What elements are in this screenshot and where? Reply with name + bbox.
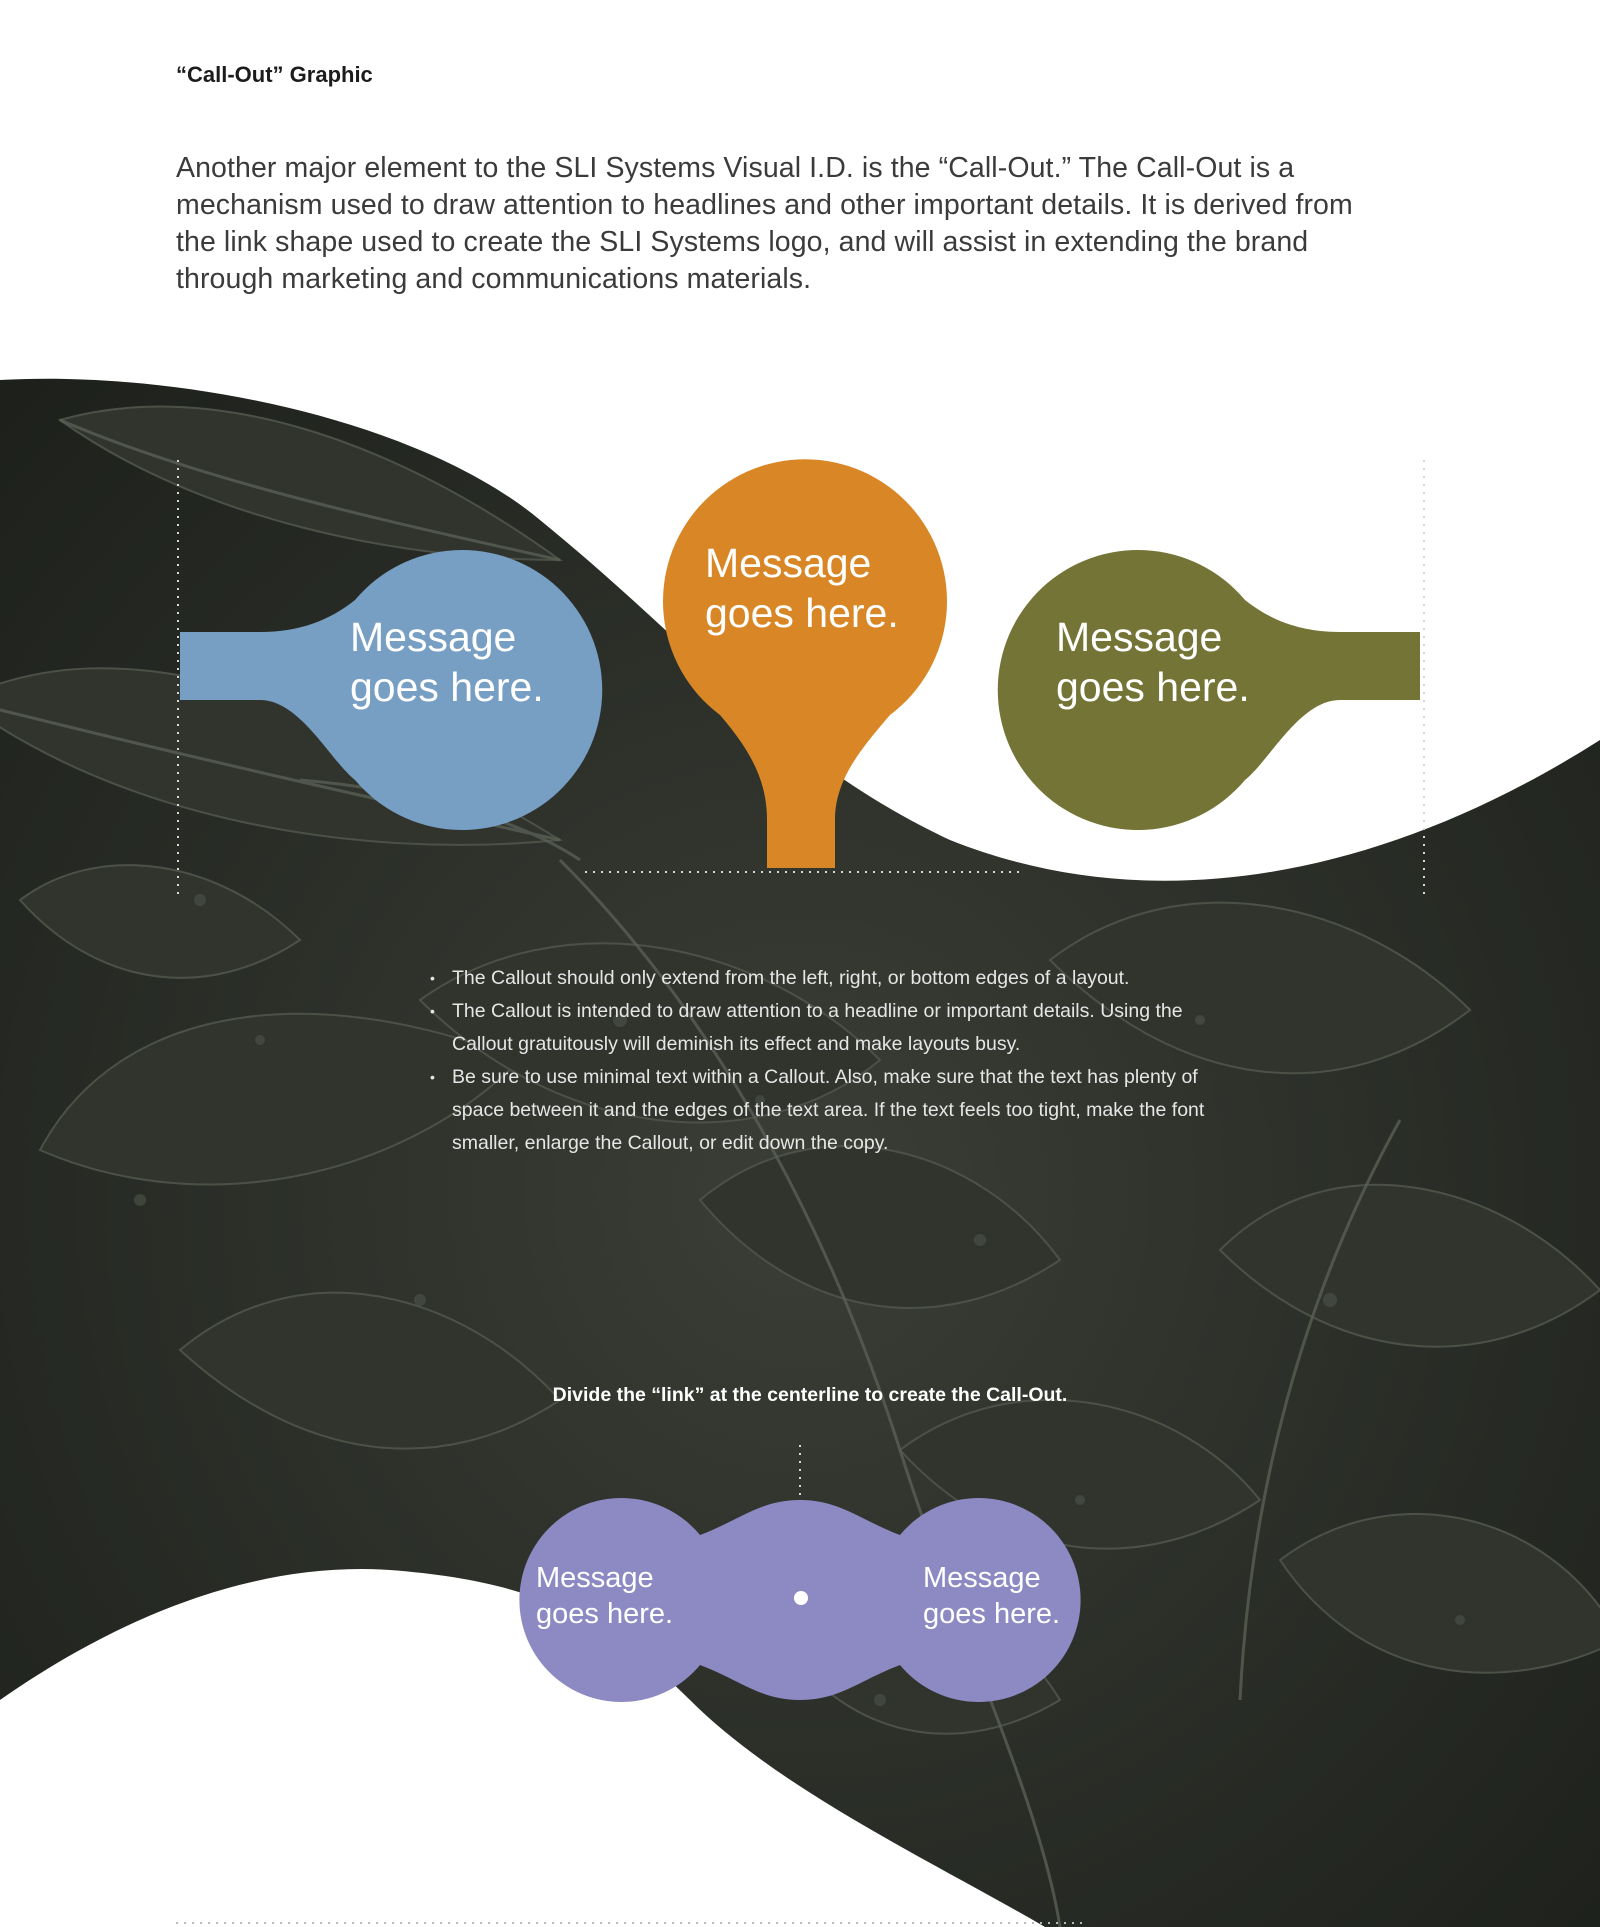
guideline-item: • The Callout should only extend from the left, right, or bottom edges of a layout. — [430, 962, 1210, 995]
blue-callout-message — [350, 612, 544, 712]
guidelines-list — [430, 962, 1210, 1160]
link-right-message — [923, 1560, 1060, 1632]
olive-callout-message — [1056, 612, 1250, 712]
link-right-line2: goes here. — [923, 1598, 1061, 1630]
guideline-item: • Be sure to use minimal text within a Callout. Also, make sure that the text has plenty of space between it and the edges of the text area. If the text feels too tight, make the font smaller, enlarge the Callout, or edit down the copy. — [430, 1061, 1210, 1160]
orange-callout-line1: Message — [705, 540, 872, 586]
link-left-line1: Message — [536, 1562, 654, 1594]
link-left-message — [536, 1560, 673, 1632]
olive-callout-line2: goes here. — [1056, 664, 1250, 710]
blue-callout-line1: Message — [350, 614, 517, 660]
blue-callout-line2: goes here. — [350, 664, 544, 710]
guideline-item: • The Callout is intended to draw attention to a headline or important details. Using the Callout gratuitously will deminish its effect and make layouts busy. — [430, 995, 1210, 1061]
intro-paragraph: Another major element to the SLI Systems Visual I.D. is the “Call-Out.” The Call-Out is a mechanism used to draw attention to headlines and other important details. It is derived from the link shape used to create the SLI Systems logo, and will assist in extending the brand through marketing and communications materials. — [176, 152, 1353, 295]
orange-callout-line2: goes here. — [705, 590, 899, 636]
section-title: “Call-Out” Graphic — [176, 62, 373, 87]
orange-callout-message — [705, 538, 899, 638]
link-right-line1: Message — [923, 1562, 1041, 1594]
olive-callout-line1: Message — [1056, 614, 1223, 660]
link-left-line2: goes here. — [536, 1598, 674, 1630]
link-caption: Divide the “link” at the centerline to create the Call-Out. — [552, 1384, 1068, 1406]
centerline-dot — [794, 1591, 808, 1605]
